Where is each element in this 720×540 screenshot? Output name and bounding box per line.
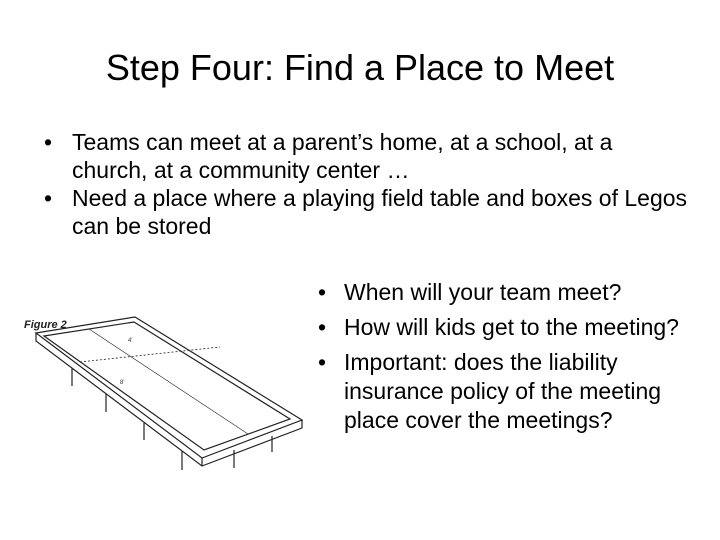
sub-bullet-list [318,278,714,441]
bullet-dot-icon: • [318,279,327,305]
slide-title: Step Four: Find a Place to Meet [105,47,615,88]
table-drawing [36,317,302,470]
figure-caption: Figure 2 [24,319,67,331]
bullet-item [318,313,714,342]
bullet-dot-icon: • [44,185,53,211]
main-bullet-list [44,128,692,240]
bullet-text: Teams can meet at a parent’s home, at a school, at a church, at a community center … [72,129,613,183]
bullet-item [318,348,714,435]
bullet-item [44,128,692,184]
bullet-dot-icon: • [318,349,327,375]
bullet-dot-icon: • [318,314,327,340]
bullet-text: Important: does the liability insurance policy of the meeting place cover the meetings? [344,349,662,433]
bullet-item [318,278,714,307]
bullet-text: How will kids get to the meeting? [344,314,679,340]
bullet-text: When will your team meet? [344,279,622,305]
bullet-text: Need a place where a playing field table and boxes of Legos can be stored [72,185,688,239]
figure-dim-label: 8' [120,380,125,386]
bullet-dot-icon: • [44,129,53,155]
bullet-item [44,184,692,240]
playing-field-table-figure [22,300,312,480]
figure-dim-label: 4' [128,338,133,344]
